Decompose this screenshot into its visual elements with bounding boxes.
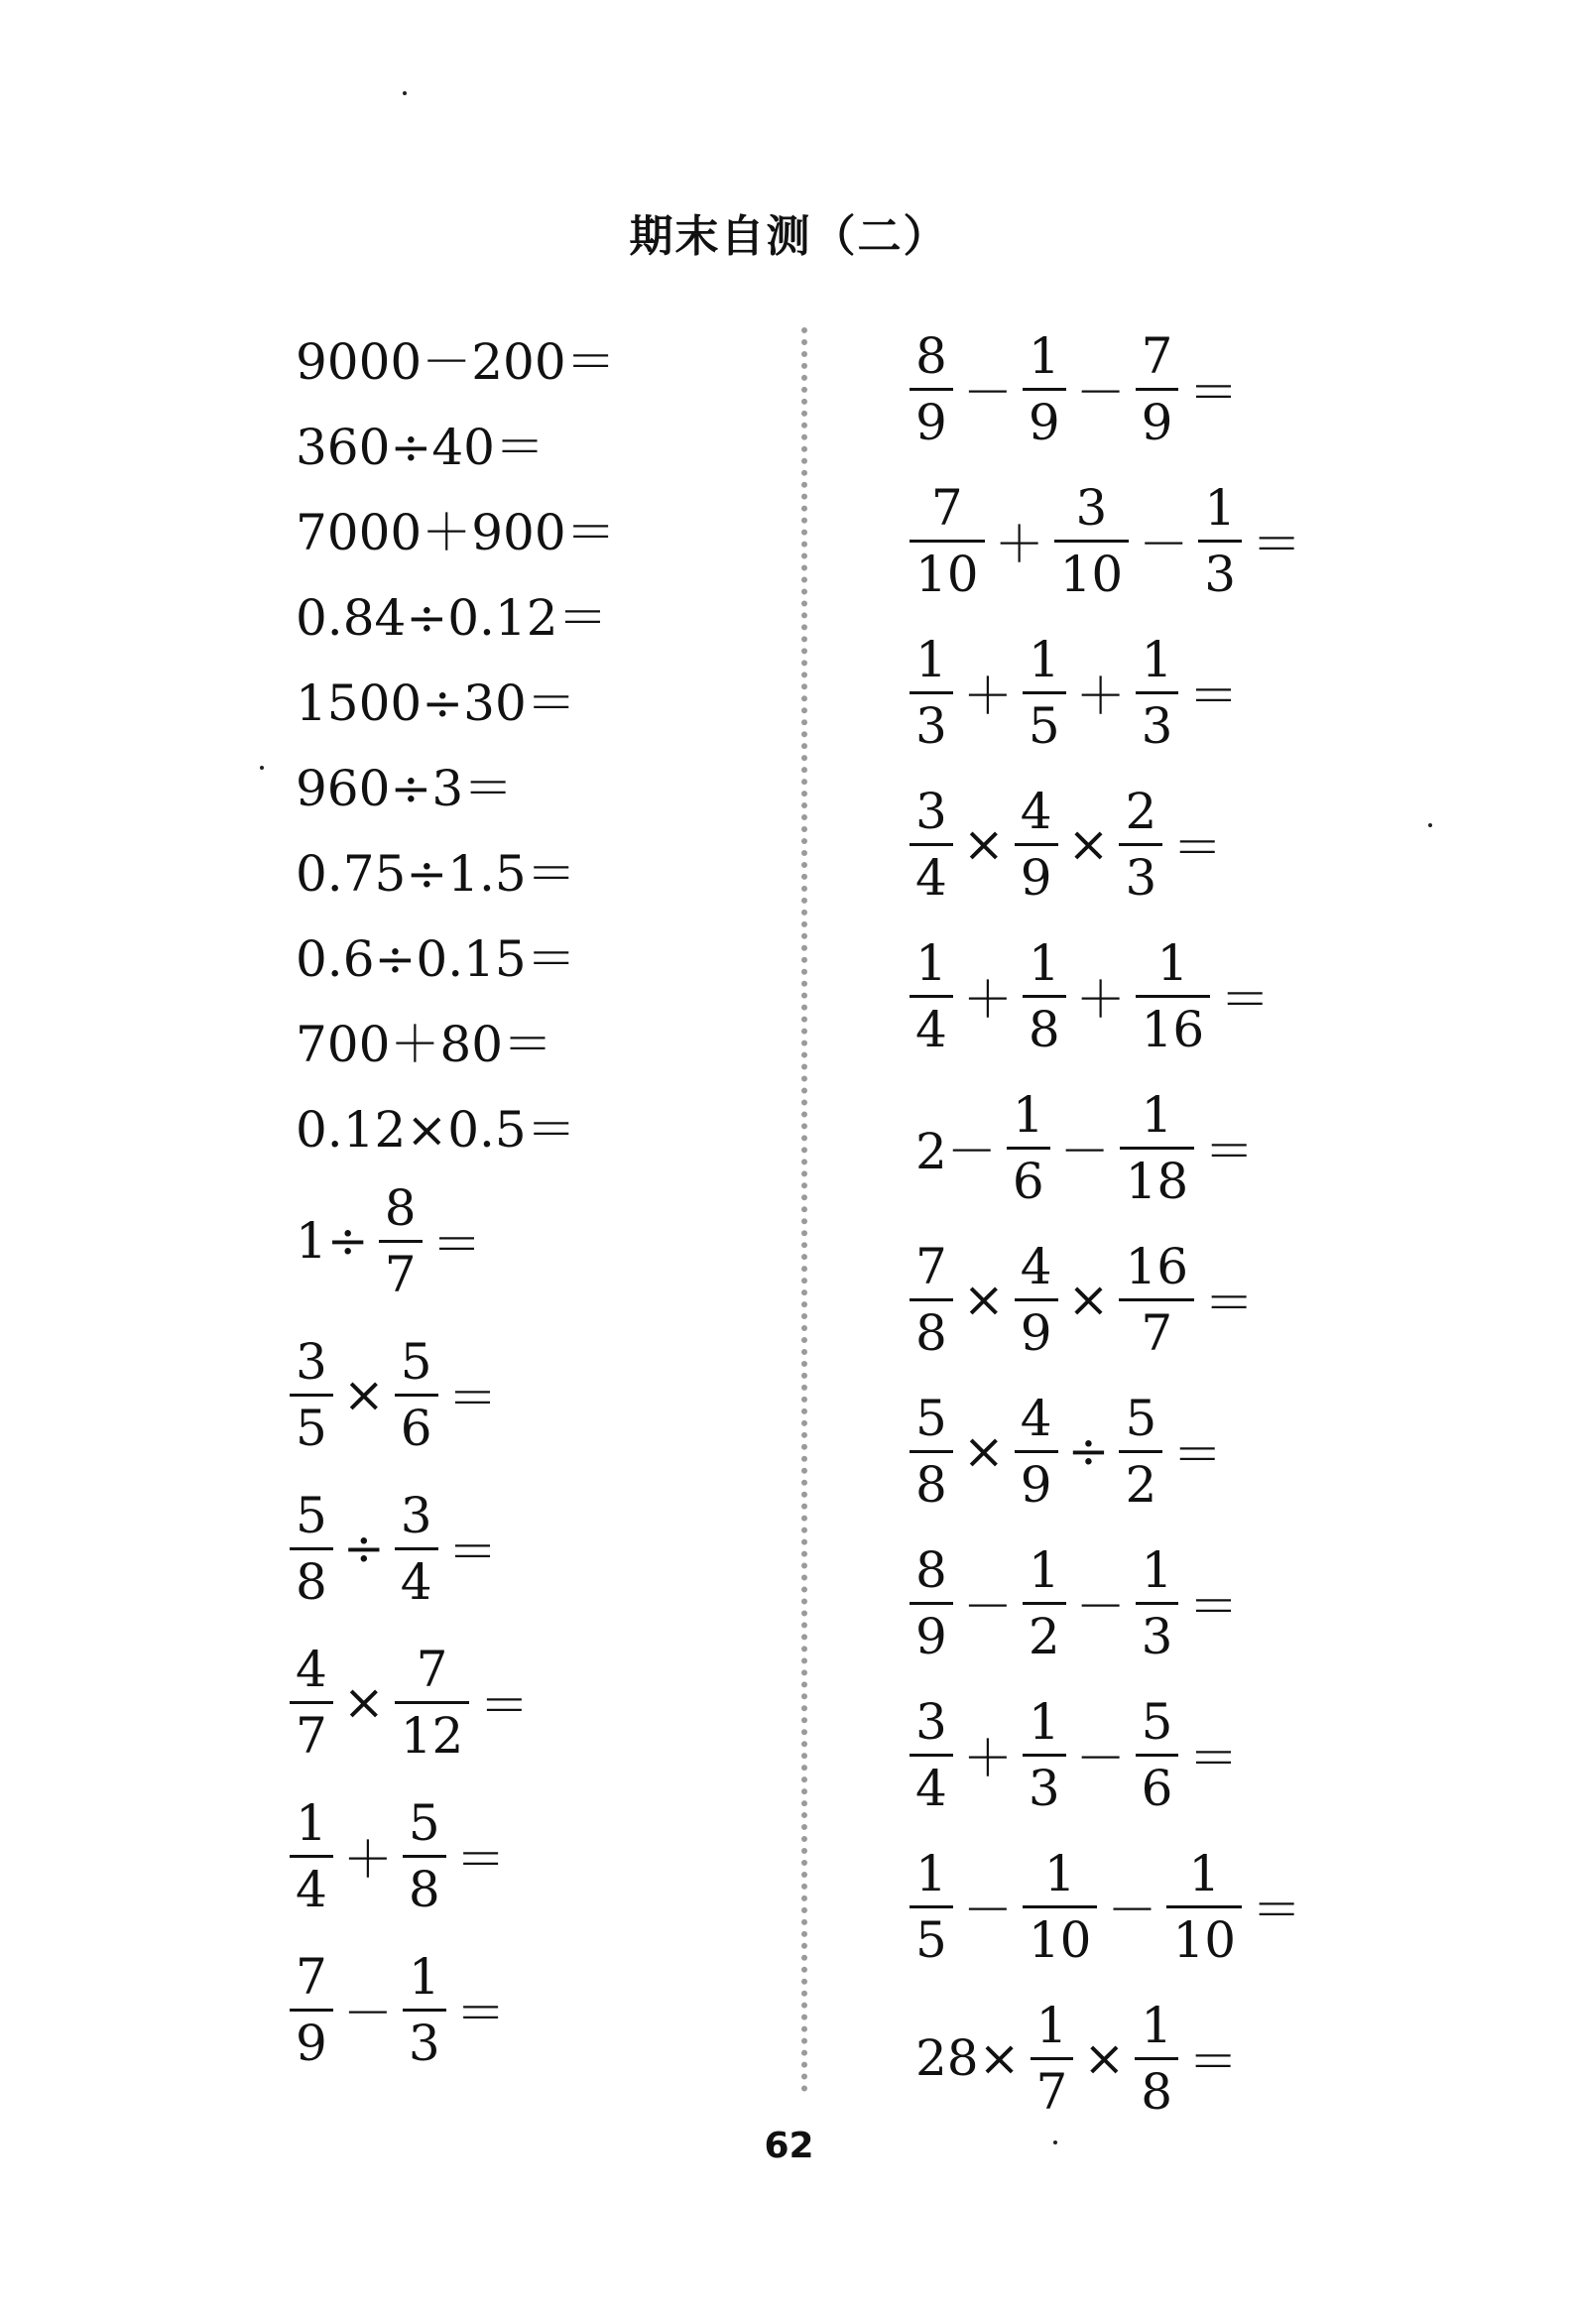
- fraction: [1136, 630, 1179, 755]
- fraction-numerator: 1: [1012, 1085, 1044, 1144]
- expression-text: ＝: [1188, 668, 1239, 725]
- fraction-denominator: 7: [1035, 2062, 1068, 2121]
- fraction: [403, 1947, 446, 2072]
- fraction-numerator: 5: [915, 1389, 947, 1447]
- fraction: [1120, 1085, 1195, 1210]
- problem-row: [288, 742, 521, 827]
- fraction-numerator: 1: [1028, 1540, 1060, 1599]
- fraction-numerator: 1: [915, 933, 947, 992]
- fraction-numerator: 1: [1141, 1085, 1173, 1144]
- expression-text: ＋: [994, 516, 1044, 573]
- fraction-denominator: 5: [296, 1399, 327, 1457]
- expression-text: 360÷40＝: [296, 419, 545, 476]
- problem-row: [908, 1529, 1246, 1676]
- fraction-bar: [910, 1905, 953, 1908]
- expression-text: －: [1139, 516, 1189, 573]
- expression-text: ＋: [962, 668, 1013, 725]
- fraction-numerator: 8: [915, 326, 947, 385]
- fraction: [910, 1692, 953, 1817]
- fraction-bar: [910, 1450, 953, 1453]
- fraction-numerator: 1: [1141, 1996, 1173, 2054]
- fraction-denominator: 3: [1141, 1607, 1173, 1665]
- expression-text: －: [1075, 364, 1126, 422]
- fraction: [1136, 933, 1211, 1058]
- fraction-denominator: 5: [915, 1910, 947, 1969]
- fraction-denominator: 5: [1028, 696, 1060, 755]
- fraction-bar: [1023, 1905, 1098, 1908]
- fraction-bar: [403, 2009, 446, 2012]
- fraction: [1015, 782, 1058, 907]
- fraction-denominator: 3: [1141, 696, 1173, 755]
- fraction-numerator: 1: [296, 1793, 327, 1852]
- expression-text: －: [1059, 1123, 1110, 1180]
- fraction-numerator: 7: [930, 478, 963, 537]
- expression-text: ＝: [1172, 819, 1223, 877]
- fraction: [379, 1178, 423, 1303]
- fraction-numerator: 5: [296, 1486, 327, 1544]
- fraction-bar: [910, 691, 953, 694]
- fraction-bar: [395, 1547, 438, 1550]
- expression-text: 28×: [915, 2029, 1021, 2087]
- fraction-denominator: 4: [400, 1552, 432, 1611]
- fraction-bar: [290, 1855, 333, 1858]
- fraction-bar: [910, 995, 953, 998]
- fraction-bar: [910, 1754, 953, 1757]
- fraction-denominator: 12: [400, 1706, 464, 1765]
- fraction: [910, 933, 953, 1058]
- fraction-denominator: 2: [1125, 1455, 1157, 1514]
- expression-text: 0.12×0.5＝: [296, 1101, 576, 1159]
- fraction-bar: [1119, 1450, 1162, 1453]
- problem-row: [288, 1947, 514, 2072]
- fraction-denominator: 9: [1028, 393, 1060, 451]
- fraction-denominator: 8: [408, 1860, 440, 1918]
- fraction-numerator: 1: [1156, 933, 1189, 992]
- fraction-bar: [1136, 995, 1211, 998]
- expression-text: 0.84÷0.12＝: [296, 589, 608, 647]
- problem-row: [908, 771, 1230, 917]
- fraction-denominator: 3: [1028, 1759, 1060, 1817]
- fraction-numerator: 1: [1028, 630, 1060, 688]
- fraction-denominator: 9: [296, 2014, 327, 2072]
- problem-row: [908, 467, 1309, 614]
- scan-speck: [1053, 2141, 1057, 2144]
- fraction-denominator: 7: [384, 1245, 417, 1303]
- fraction-numerator: 5: [400, 1332, 432, 1391]
- scan-speck: [260, 766, 264, 770]
- expression-text: 7000＋900＝: [296, 504, 616, 561]
- expression-text: －: [962, 1882, 1013, 1939]
- fraction-bar: [1023, 1602, 1066, 1605]
- fraction-bar: [910, 1298, 953, 1301]
- fraction-numerator: 8: [915, 1540, 947, 1599]
- expression-text: ＋: [1075, 971, 1126, 1029]
- fraction: [1198, 478, 1242, 603]
- fraction: [1135, 1996, 1178, 2121]
- fraction: [910, 630, 953, 755]
- fraction-bar: [1136, 1602, 1179, 1605]
- expression-text: －: [962, 1578, 1013, 1636]
- fraction-numerator: 1: [1035, 1996, 1068, 2054]
- fraction-denominator: 8: [915, 1455, 947, 1514]
- fraction-denominator: 10: [1028, 1910, 1092, 1969]
- problem-row: [908, 1833, 1309, 1980]
- expression-text: －: [1107, 1882, 1157, 1939]
- scan-speck: [1428, 823, 1432, 827]
- fraction: [1023, 933, 1066, 1058]
- expression-text: 2－: [915, 1123, 997, 1180]
- expression-text: ＝: [447, 1524, 498, 1581]
- fraction-numerator: 5: [1125, 1389, 1157, 1447]
- fraction-numerator: 1: [1043, 1844, 1076, 1902]
- fraction-numerator: 4: [1020, 1237, 1052, 1295]
- expression-text: ÷: [1067, 1422, 1110, 1480]
- fraction: [910, 1237, 953, 1362]
- fraction: [1023, 1844, 1098, 1969]
- fraction: [910, 1540, 953, 1665]
- fraction-denominator: 4: [915, 848, 947, 907]
- fraction: [395, 1640, 470, 1765]
- problem-row: [288, 1178, 490, 1303]
- fraction-numerator: 1: [408, 1947, 440, 2006]
- expression-text: ＝: [431, 1216, 482, 1274]
- fraction-denominator: 9: [1020, 1303, 1052, 1362]
- fraction-bar: [1023, 691, 1066, 694]
- fraction-denominator: 4: [296, 1860, 327, 1918]
- fraction-numerator: 1: [1204, 478, 1237, 537]
- fraction-denominator: 8: [1141, 2062, 1173, 2121]
- fraction-denominator: 3: [915, 696, 947, 755]
- fraction-denominator: 6: [400, 1399, 432, 1457]
- fraction-denominator: 3: [1204, 545, 1237, 603]
- problem-row: [288, 827, 584, 913]
- fraction-bar: [1023, 388, 1066, 391]
- fraction-numerator: 3: [296, 1332, 327, 1391]
- fraction-bar: [1120, 1147, 1195, 1150]
- expression-text: 1÷: [296, 1212, 369, 1270]
- fraction: [290, 1947, 333, 2072]
- fraction-numerator: 1: [915, 1844, 947, 1902]
- scan-speck: [403, 91, 407, 95]
- fraction-bar: [1136, 1754, 1179, 1757]
- fraction-bar: [1015, 843, 1058, 846]
- fraction-bar: [379, 1240, 423, 1243]
- fraction: [910, 1389, 953, 1514]
- page-title: 期末自测（二）: [629, 211, 949, 262]
- fraction-denominator: 9: [915, 1607, 947, 1665]
- fraction-bar: [1031, 2057, 1074, 2060]
- problem-row: [908, 1681, 1246, 1828]
- fraction-bar: [1023, 995, 1066, 998]
- expression-text: ＝: [455, 1831, 506, 1889]
- expression-text: ＝: [479, 1677, 530, 1735]
- expression-text: ＋: [342, 1831, 393, 1889]
- fraction: [290, 1640, 333, 1765]
- fraction-bar: [1166, 1905, 1242, 1908]
- problem-row: [288, 657, 584, 742]
- expression-text: －: [1075, 1730, 1126, 1787]
- fraction-numerator: 7: [416, 1640, 448, 1698]
- fraction-numerator: 1: [915, 630, 947, 688]
- fraction-denominator: 8: [296, 1552, 327, 1611]
- problem-row: [908, 922, 1277, 1069]
- problem-row: [908, 1226, 1262, 1373]
- fraction: [1136, 1540, 1179, 1665]
- fraction: [1023, 326, 1066, 451]
- fraction-denominator: 18: [1125, 1152, 1189, 1210]
- fraction-numerator: 1: [1028, 1692, 1060, 1751]
- fraction: [395, 1486, 438, 1611]
- expression-text: 960÷3＝: [296, 760, 514, 817]
- expression-text: ×: [342, 1366, 385, 1423]
- fraction-bar: [1015, 1298, 1058, 1301]
- fraction: [1119, 1237, 1194, 1362]
- fraction-denominator: 16: [1141, 1000, 1205, 1058]
- fraction-numerator: 7: [915, 1237, 947, 1295]
- fraction-denominator: 6: [1141, 1759, 1173, 1817]
- expression-text: ＋: [1075, 668, 1126, 725]
- fraction: [290, 1332, 333, 1457]
- fraction-bar: [290, 1394, 333, 1397]
- fraction-bar: [910, 1602, 953, 1605]
- problem-row: [908, 1074, 1262, 1221]
- fraction-denominator: 10: [1059, 545, 1124, 603]
- problem-row: [908, 1985, 1246, 2132]
- fraction-bar: [1119, 843, 1162, 846]
- expression-text: －: [1075, 1578, 1126, 1636]
- fraction-denominator: 7: [296, 1706, 327, 1765]
- fraction-bar: [290, 1701, 333, 1704]
- problem-row: [288, 315, 624, 401]
- fraction: [910, 478, 985, 603]
- fraction-denominator: 10: [915, 545, 979, 603]
- fraction: [1023, 1540, 1066, 1665]
- fraction: [1015, 1237, 1058, 1362]
- fraction-bar: [1015, 1450, 1058, 1453]
- fraction-denominator: 8: [1028, 1000, 1060, 1058]
- fraction-bar: [1119, 1298, 1194, 1301]
- fraction: [1136, 326, 1179, 451]
- expression-text: ×: [1067, 815, 1110, 873]
- fraction: [1119, 1389, 1162, 1514]
- fraction-numerator: 3: [915, 782, 947, 840]
- fraction: [910, 326, 953, 451]
- fraction-bar: [1054, 540, 1130, 543]
- fraction-bar: [290, 1547, 333, 1550]
- expression-text: ＋: [962, 1730, 1013, 1787]
- column-divider: [801, 327, 807, 2093]
- expression-text: ×: [962, 1271, 1005, 1328]
- fraction-denominator: 9: [1141, 393, 1173, 451]
- fraction-numerator: 1: [1188, 1844, 1221, 1902]
- expression-text: 0.6÷0.15＝: [296, 930, 576, 988]
- expression-text: ＝: [1188, 364, 1239, 422]
- problem-row: [288, 998, 560, 1083]
- expression-text: 9000－200＝: [296, 333, 616, 391]
- fraction-numerator: 1: [1141, 1540, 1173, 1599]
- fraction-numerator: 7: [1141, 326, 1173, 385]
- expression-text: ＝: [1252, 1882, 1302, 1939]
- fraction-bar: [910, 843, 953, 846]
- expression-text: ×: [1067, 1271, 1110, 1328]
- problem-row: [908, 1378, 1230, 1525]
- fraction: [1136, 1692, 1179, 1817]
- fraction: [1007, 1085, 1050, 1210]
- expression-text: ×: [1083, 2029, 1126, 2087]
- expression-text: ×: [962, 1422, 1005, 1480]
- fraction-denominator: 10: [1172, 1910, 1237, 1969]
- fraction: [1031, 1996, 1074, 2121]
- expression-text: ＝: [1188, 1730, 1239, 1787]
- page-number: 62: [764, 2126, 814, 2166]
- fraction: [1023, 630, 1066, 755]
- problem-row: [908, 315, 1246, 462]
- fraction: [395, 1332, 438, 1457]
- expression-text: 0.75÷1.5＝: [296, 845, 576, 903]
- fraction-numerator: 1: [1028, 326, 1060, 385]
- expression-text: －: [962, 364, 1013, 422]
- expression-text: ＝: [1204, 1275, 1255, 1332]
- fraction-bar: [403, 1855, 446, 1858]
- expression-text: ×: [342, 1673, 385, 1731]
- fraction-bar: [395, 1394, 438, 1397]
- fraction-denominator: 8: [915, 1303, 947, 1362]
- fraction-denominator: 9: [1020, 1455, 1052, 1514]
- problem-row: [288, 1640, 537, 1765]
- fraction-numerator: 4: [296, 1640, 327, 1698]
- fraction-bar: [910, 388, 953, 391]
- problem-row: [288, 913, 584, 998]
- fraction-numerator: 16: [1125, 1237, 1189, 1295]
- fraction-bar: [910, 540, 985, 543]
- fraction-numerator: 7: [296, 1947, 327, 2006]
- expression-text: ＝: [455, 1985, 506, 2042]
- fraction-bar: [1198, 540, 1242, 543]
- fraction-numerator: 3: [915, 1692, 947, 1751]
- fraction-denominator: 6: [1012, 1152, 1044, 1210]
- problem-row: [288, 1083, 584, 1168]
- expression-text: ÷: [342, 1520, 385, 1577]
- fraction-denominator: 3: [1125, 848, 1157, 907]
- fraction-denominator: 3: [408, 2014, 440, 2072]
- fraction-numerator: 1: [1028, 933, 1060, 992]
- fraction-bar: [1135, 2057, 1178, 2060]
- fraction: [403, 1793, 446, 1918]
- fraction: [1023, 1692, 1066, 1817]
- fraction: [290, 1793, 333, 1918]
- fraction-bar: [395, 1701, 470, 1704]
- expression-text: ×: [962, 815, 1005, 873]
- fraction-numerator: 1: [1141, 630, 1173, 688]
- problem-row: [288, 1793, 514, 1918]
- fraction-denominator: 4: [915, 1759, 947, 1817]
- fraction-numerator: 8: [384, 1178, 417, 1237]
- expression-text: ＝: [1188, 1578, 1239, 1636]
- fraction-numerator: 4: [1020, 1389, 1052, 1447]
- fraction: [1015, 1389, 1058, 1514]
- fraction-denominator: 9: [1020, 848, 1052, 907]
- fraction-bar: [1136, 388, 1179, 391]
- expression-text: ＝: [1220, 971, 1271, 1029]
- expression-text: ＝: [1204, 1123, 1255, 1180]
- fraction-denominator: 4: [915, 1000, 947, 1058]
- fraction-numerator: 4: [1020, 782, 1052, 840]
- expression-text: ＝: [1172, 1426, 1223, 1484]
- expression-text: ＋: [962, 971, 1013, 1029]
- expression-text: ＝: [1252, 516, 1302, 573]
- fraction: [910, 782, 953, 907]
- problem-row: [288, 401, 552, 486]
- fraction: [910, 1844, 953, 1969]
- expression-text: 1500÷30＝: [296, 674, 576, 732]
- fraction-numerator: 5: [1141, 1692, 1173, 1751]
- expression-text: －: [342, 1985, 393, 2042]
- fraction-numerator: 2: [1125, 782, 1157, 840]
- fraction: [290, 1486, 333, 1611]
- fraction-denominator: 2: [1028, 1607, 1060, 1665]
- problem-row: [288, 571, 616, 657]
- fraction: [1119, 782, 1162, 907]
- fraction-denominator: 7: [1141, 1303, 1173, 1362]
- fraction-numerator: 5: [408, 1793, 440, 1852]
- fraction-numerator: 3: [400, 1486, 432, 1544]
- fraction-bar: [290, 2009, 333, 2012]
- fraction-numerator: 3: [1075, 478, 1108, 537]
- problem-row: [288, 1486, 506, 1611]
- expression-text: 700＋80＝: [296, 1016, 553, 1073]
- fraction-denominator: 9: [915, 393, 947, 451]
- problem-row: [288, 486, 624, 571]
- fraction: [1054, 478, 1130, 603]
- expression-text: ＝: [447, 1370, 498, 1427]
- fraction-bar: [1007, 1147, 1050, 1150]
- problem-row: [908, 619, 1246, 766]
- fraction-bar: [1136, 691, 1179, 694]
- fraction-bar: [1023, 1754, 1066, 1757]
- expression-text: ＝: [1188, 2033, 1239, 2091]
- problem-row: [288, 1332, 506, 1457]
- fraction: [1166, 1844, 1242, 1969]
